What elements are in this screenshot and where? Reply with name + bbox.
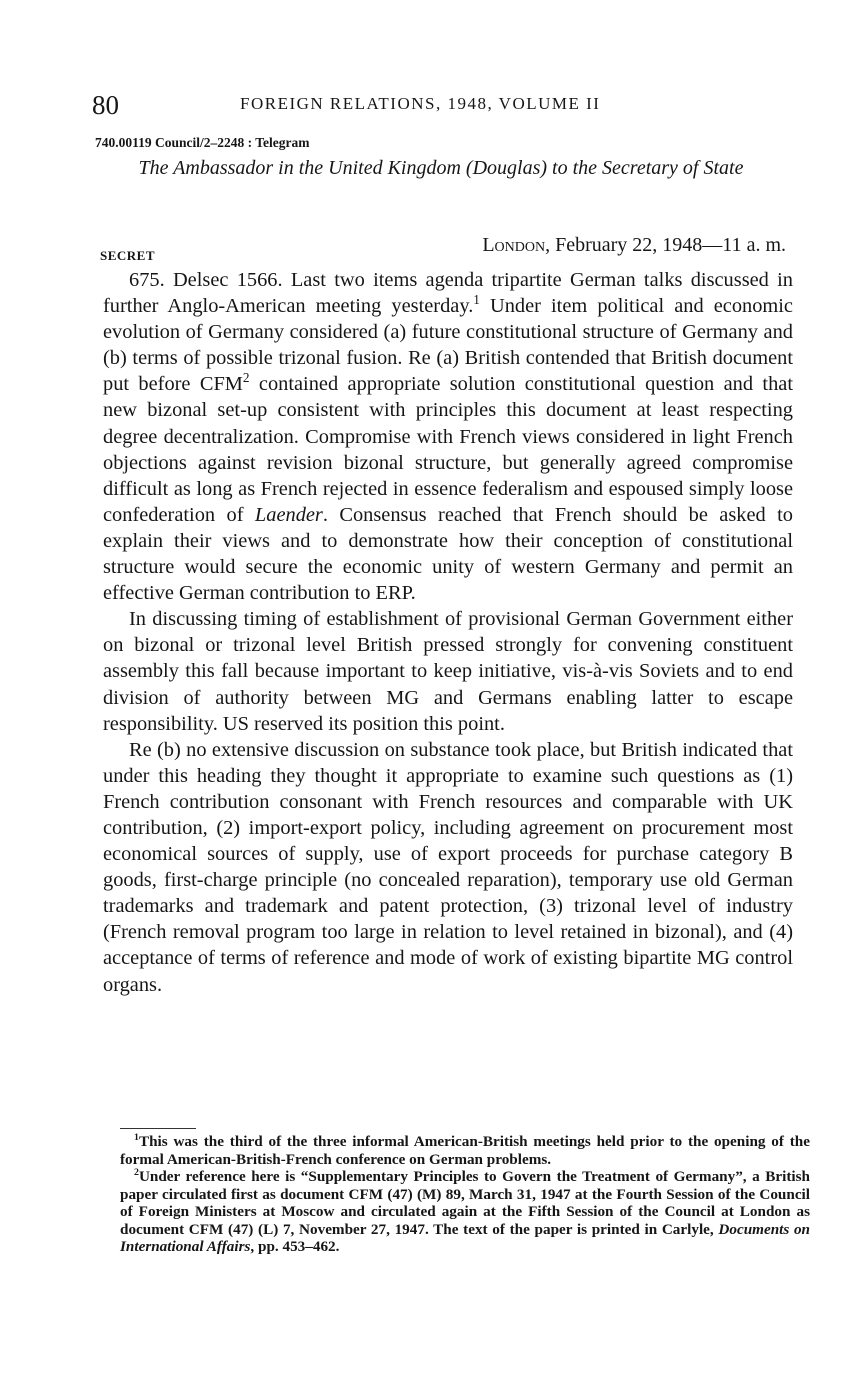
dateline-date: , February 22, 1948—11 a. m. bbox=[545, 234, 786, 256]
footnote-ref-2: 2 bbox=[242, 370, 250, 386]
dateline bbox=[482, 234, 786, 257]
body-paragraph-3: Re (b) no extensive discussion on substance took place, but British indicated that under this heading they thought it appropriate to examine such questions as (1) French contribution consonant with French resources and comparable with UK contribution, (2) import-export policy, including agreement on procurement most economical sources of supply, use of export proceeds for purchase category B goods, first-charge principle (no concealed reparation), temporary use old German trademarks and trademark and patent protection, (3) trizonal level of industry (French removal program too large in relation to level retained in bizonal), and (4) acceptance of terms of reference and mode of work of existing bipartite MG control organs. bbox=[103, 738, 793, 996]
body-paragraph-2: In discussing timing of establishment of provisional German Government either on bizonal or trizonal level British pressed strongly for convening constituent assembly this fall because important to keep initiative, vis-à-vis Soviets and to end division of authority between MG and Germans enabling latter to escape responsibility. US reserved its position this point. bbox=[103, 608, 793, 735]
footnote-1-text: This was the third of the three informal American-British meetings held prior to the opening of the formal American-British-French conference on German problems. bbox=[120, 1133, 810, 1168]
paragraph-1-text-d: . Consensus reached that French should be asked to explain their views and to demonstrate how their conception of constitutional structure would secure the economic unity of western Germany and permit an effective German contribution to ERP. bbox=[103, 503, 793, 605]
paragraph-1-text-c: contained appropriate solution constitutional question and that new bizonal set-up consistent with principles this document at least respecting degree decentralization. Compromise with French views considered in light French objections against revision bizonal structure, but generally agreed compromise difficult as long as French rejected in essence federalism and espoused simply loose confederation of bbox=[103, 373, 793, 526]
footnotes bbox=[120, 1128, 810, 1256]
footnote-2-text-a: Under reference here is “Supplementary Principles to Govern the Treatment of Germany”, a British paper circulated first as document CFM (47) (M) 89, March 31, 1947 at the Fourth Session of the Council of Foreign Ministers at Moscow and circulated again at the Fifth Session of the Council at London as document CFM (47) (L) 7, November 27, 1947. The text of the paper is printed in Carlyle, bbox=[120, 1168, 810, 1238]
running-head-title: FOREIGN RELATIONS, 1948, VOLUME II bbox=[240, 94, 601, 113]
footnote-1 bbox=[120, 1133, 810, 1168]
paragraph-1-text-a: 675. Delsec 1566. Last two items agenda tripartite German talks discussed in further Anglo-American meeting yesterday. bbox=[103, 269, 793, 318]
footnote-1-marker: 1 bbox=[134, 1131, 139, 1143]
telegram-body bbox=[103, 267, 793, 998]
footnote-ref-1: 1 bbox=[473, 292, 480, 308]
dateline-place: London bbox=[482, 234, 546, 256]
document-reference: 740.00119 Council/2–2248 : Telegram bbox=[95, 135, 310, 150]
classification-label: SECRET bbox=[100, 248, 156, 263]
footnote-2-text-b: , pp. 453–462. bbox=[250, 1238, 340, 1255]
dateline-row bbox=[100, 234, 786, 264]
running-head bbox=[92, 86, 792, 126]
laender-term: Laender bbox=[254, 503, 323, 526]
footnote-2-marker: 2 bbox=[134, 1166, 139, 1178]
document-title: The Ambassador in the United Kingdom (Douglas) to the Secretary of State bbox=[138, 157, 744, 179]
body-paragraph-1 bbox=[103, 267, 793, 606]
page-number: 80 bbox=[92, 90, 119, 120]
footnote-rule bbox=[120, 1128, 196, 1129]
footnote-2 bbox=[120, 1168, 810, 1256]
paragraph-1-text-b: Under item political and economic evolution of Germany considered (a) future constitutional structure of Germany and (b) terms of possible trizonal fusion. Re (a) British contended that British document put before CFM bbox=[103, 295, 793, 396]
footnote-2-book-title: Documents on International Affairs bbox=[120, 1220, 811, 1255]
